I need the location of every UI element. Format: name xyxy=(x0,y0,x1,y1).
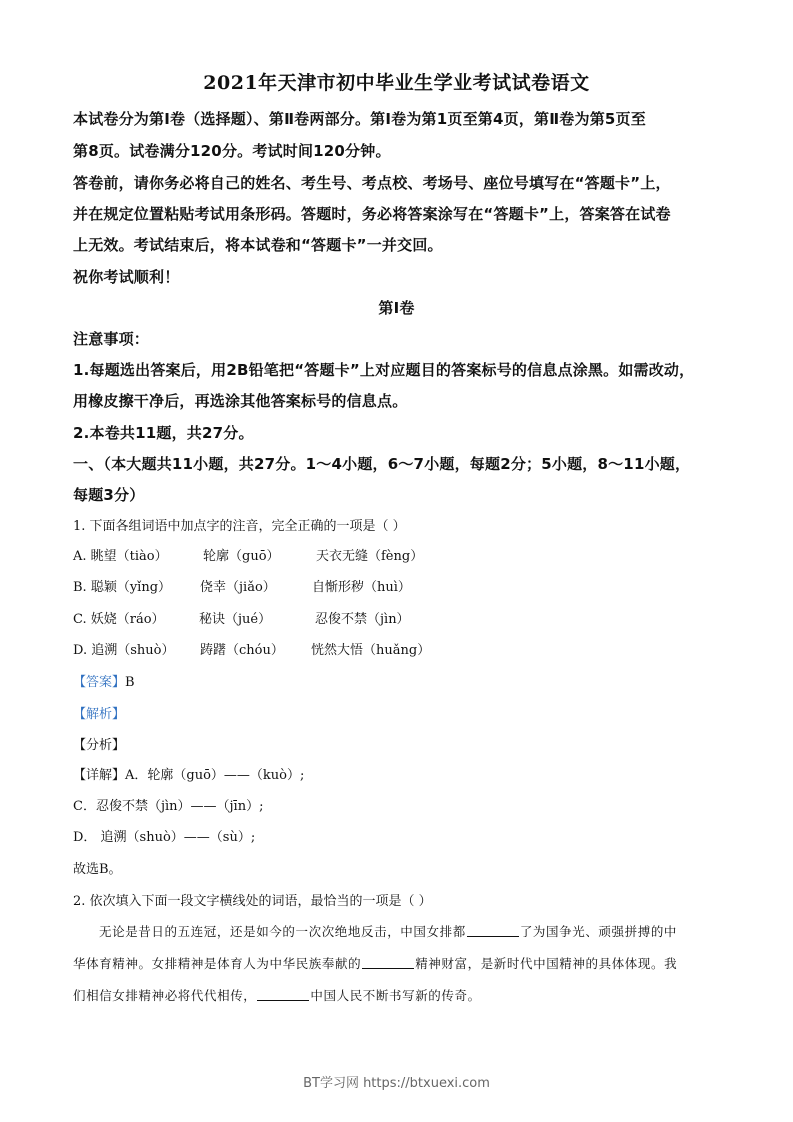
detail-line-4: 故选B。 xyxy=(73,862,122,877)
q1-option-a xyxy=(73,545,723,563)
notes-heading: 注意事项： xyxy=(73,330,150,348)
q2-passage-line-3 xyxy=(73,986,723,1004)
intro-line-1: 本试卷分为第Ⅰ卷（选择题）、第Ⅱ卷两部分。第Ⅰ卷为第1页至第4页，第Ⅱ卷为第5页至 xyxy=(73,110,646,128)
q1-option-c-1: C. 妖娆（ráo） xyxy=(73,612,165,627)
q1-option-b-2: 侥幸（jiǎo） xyxy=(200,580,276,595)
answer-line xyxy=(73,671,135,690)
q1-option-d xyxy=(73,639,723,657)
q2-passage-3b: 中国人民不断书写新的传奇。 xyxy=(310,988,481,1003)
q1-option-b-3: 自惭形秽（huì） xyxy=(312,580,411,595)
q1-option-d-1: D. 追溯（shuò） xyxy=(73,643,175,658)
intro-line-6: 祝你考试顺利！ xyxy=(73,268,180,286)
q1-option-a-1: A. 眺望（tiào） xyxy=(73,549,168,564)
q2-passage-line-2 xyxy=(73,954,723,972)
section-instruction-1: 一、（本大题共11小题，共27分。1～4小题，6～7小题，每题2分；5小题，8～11小题， xyxy=(73,455,691,473)
analysis-label: 【解析】 xyxy=(73,707,126,722)
detail-line-2: C．忍俊不禁（jìn）——（jīn）; xyxy=(73,799,264,814)
notes-line-3: 2.本卷共11题，共27分。 xyxy=(73,424,254,442)
section-title: 第Ⅰ卷 xyxy=(378,299,415,317)
q2-passage-2b: 精神财富，是新时代中国精神的具体体现。我 xyxy=(415,956,678,971)
q2-passage-1a: 无论是昔日的五连冠，还是如今的一次次绝地反击，中国女排都 xyxy=(99,924,466,939)
answer-value: B xyxy=(125,675,135,690)
intro-line-3: 答卷前，请你务必将自己的姓名、考生号、考点校、考场号、座位号填写在“答题卡”上， xyxy=(73,174,671,192)
notes-line-2: 用橡皮擦干净后，再选涂其他答案标号的信息点。 xyxy=(73,392,408,410)
q1-option-b-1: B. 聪颖（yǐng） xyxy=(73,580,172,595)
footer-watermark: BT学习网 https://btxuexi.com xyxy=(303,1076,490,1091)
q2-passage-1b: 了为国争光、顽强拼搏的中 xyxy=(519,924,678,939)
q1-option-a-2: 轮廓（guō） xyxy=(203,549,280,564)
intro-line-2: 第8页。试卷满分120分。考试时间120分钟。 xyxy=(73,142,391,160)
q1-option-d-2: 踌躇（chóu） xyxy=(200,643,284,658)
q1-option-c-3: 忍俊不禁（jìn） xyxy=(315,612,410,627)
fenxi-label: 【分析】 xyxy=(73,738,126,753)
q2-passage-line-1 xyxy=(73,922,723,940)
detail-line-1: 【详解】A．轮廓（guō）——（kuò）; xyxy=(73,768,305,783)
page-title: 2021年天津市初中毕业生学业考试试卷语文 xyxy=(203,72,590,94)
q1-stem: 1. 下面各组词语中加点字的注音，完全正确的一项是（ ） xyxy=(73,519,406,534)
q1-option-a-3: 天衣无缝（fèng） xyxy=(316,549,424,564)
q1-option-d-3: 恍然大悟（huǎng） xyxy=(311,643,431,658)
blank-line xyxy=(362,956,414,969)
q1-option-c-2: 秘诀（jué） xyxy=(199,612,272,627)
q2-stem: 2. 依次填入下面一段文字横线处的词语，最恰当的一项是（ ） xyxy=(73,894,432,909)
answer-label: 【答案】 xyxy=(73,675,126,690)
q2-passage-2a: 华体育精神。女排精神是体育人为中华民族奉献的 xyxy=(73,956,362,971)
q1-option-c xyxy=(73,608,723,626)
notes-line-1: 1.每题选出答案后，用2B铅笔把“答题卡”上对应题目的答案标号的信息点涂黑。如需改动， xyxy=(73,361,695,379)
blank-line xyxy=(467,924,519,937)
q1-option-b xyxy=(73,576,723,594)
section-instruction-2: 每题3分） xyxy=(73,486,145,504)
detail-line-3: D． 追溯（shuò）——（sù）; xyxy=(73,830,256,845)
intro-line-5: 上无效。考试结束后，将本试卷和“答题卡”一并交回。 xyxy=(73,236,443,254)
blank-line xyxy=(257,988,309,1001)
q2-passage-3a: 们相信女排精神必将代代相传， xyxy=(73,988,257,1003)
intro-line-4: 并在规定位置粘贴考试用条形码。答题时，务必将答案涂写在“答题卡”上，答案答在试卷 xyxy=(73,205,671,223)
